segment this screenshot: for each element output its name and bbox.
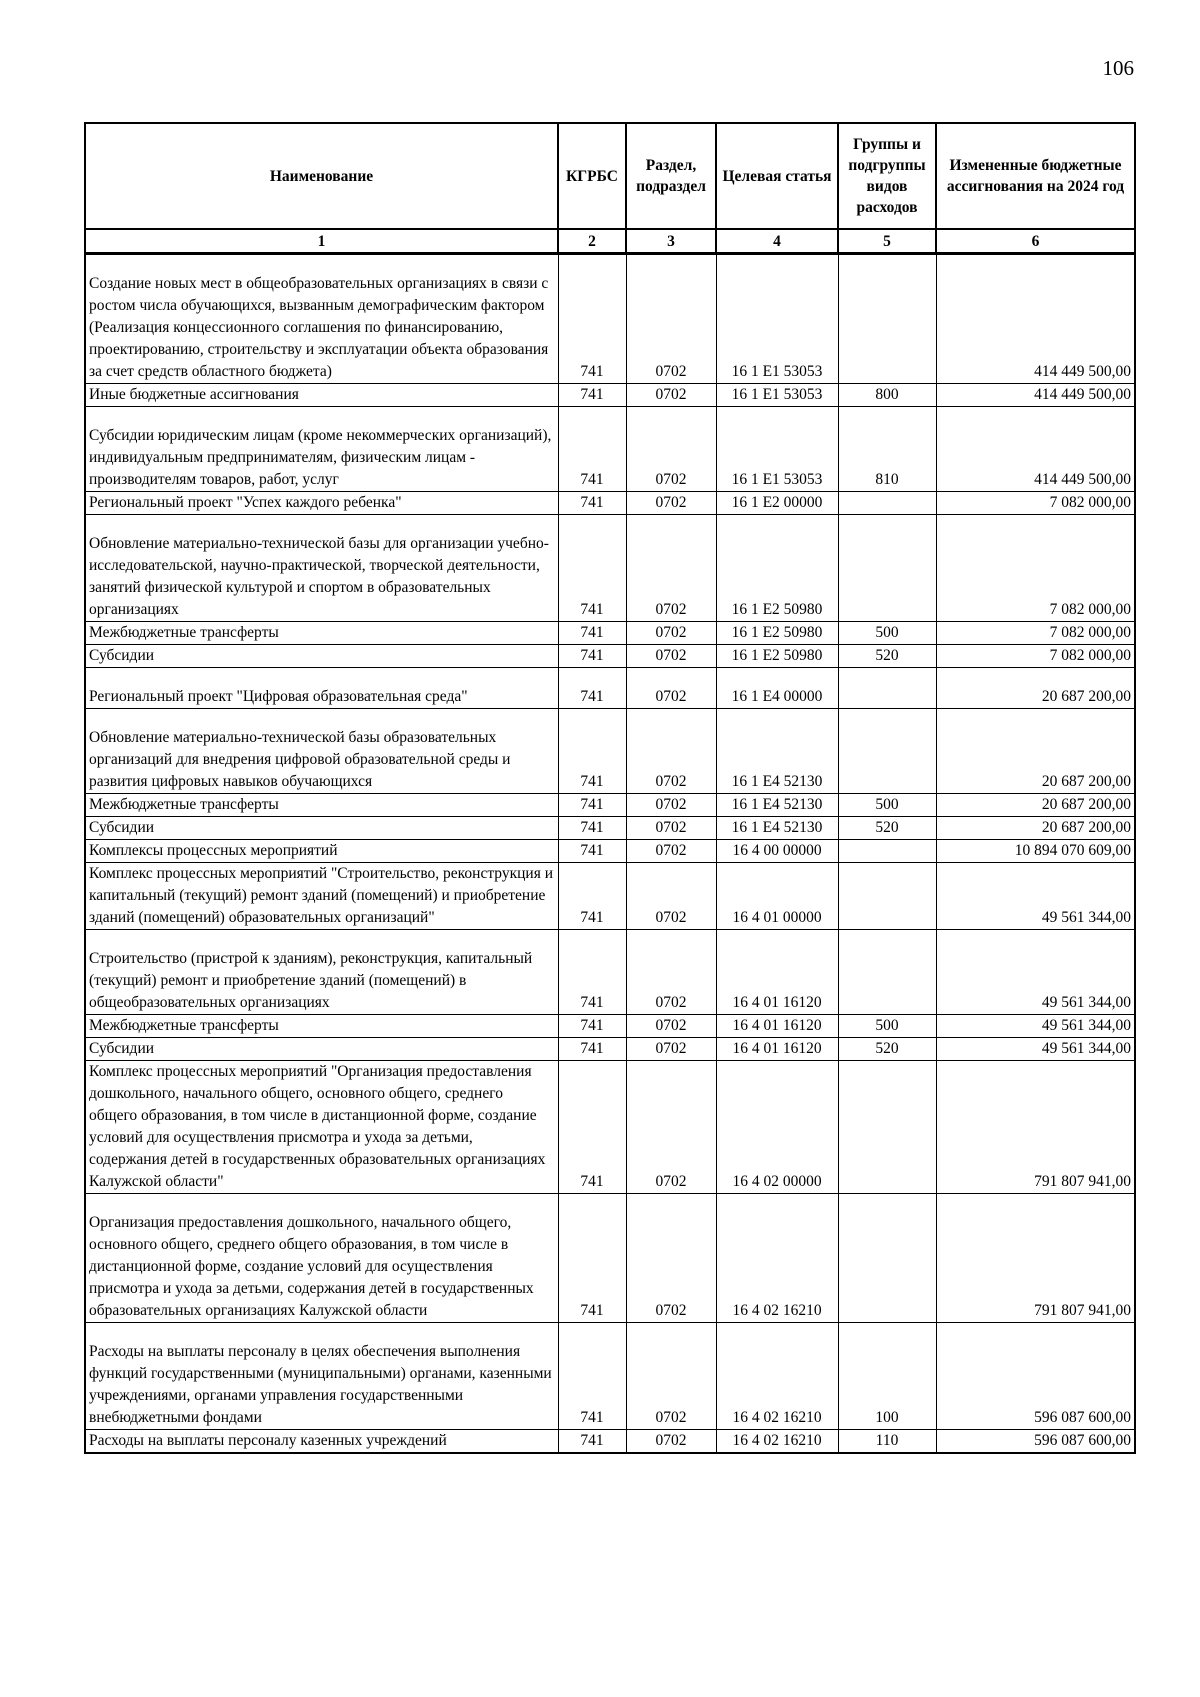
row-tselevaya: 16 4 01 00000	[716, 863, 838, 930]
table-row	[85, 254, 1135, 384]
row-name: Субсидии юридическим лицам (кроме некоммерческих организаций), индивидуальным предпринимателям, физическим лицам - производителям товаров, работ, услуг	[85, 407, 558, 492]
row-tselevaya: 16 1 E4 52130	[716, 794, 838, 817]
row-name: Межбюджетные трансферты	[85, 1015, 558, 1038]
header-name: Наименование	[85, 123, 558, 229]
table-row	[85, 863, 1135, 930]
row-name: Субсидии	[85, 817, 558, 840]
row-sum: 49 561 344,00	[936, 930, 1135, 1015]
row-sum: 791 807 941,00	[936, 1194, 1135, 1323]
row-name: Межбюджетные трансферты	[85, 622, 558, 645]
row-tselevaya: 16 1 E1 53053	[716, 407, 838, 492]
row-razdel: 0702	[626, 384, 716, 407]
table-row	[85, 1038, 1135, 1061]
row-razdel: 0702	[626, 817, 716, 840]
row-sum: 20 687 200,00	[936, 794, 1135, 817]
row-kgrbs: 741	[558, 863, 626, 930]
row-name: Региональный проект "Цифровая образовательная среда"	[85, 668, 558, 709]
row-tselevaya: 16 4 02 16210	[716, 1194, 838, 1323]
row-vid: 520	[838, 645, 936, 668]
budget-table	[84, 122, 1136, 1454]
page-number: 106	[1102, 56, 1134, 80]
row-name: Субсидии	[85, 1038, 558, 1061]
row-razdel: 0702	[626, 1430, 716, 1454]
row-razdel: 0702	[626, 709, 716, 794]
row-tselevaya: 16 1 E1 53053	[716, 384, 838, 407]
row-vid	[838, 1194, 936, 1323]
row-sum: 20 687 200,00	[936, 709, 1135, 794]
row-kgrbs: 741	[558, 1015, 626, 1038]
row-kgrbs: 741	[558, 1061, 626, 1194]
row-razdel: 0702	[626, 254, 716, 384]
table-row	[85, 1015, 1135, 1038]
row-razdel: 0702	[626, 794, 716, 817]
table-header-row	[85, 123, 1135, 229]
row-vid	[838, 492, 936, 515]
row-tselevaya: 16 1 E4 52130	[716, 709, 838, 794]
row-razdel: 0702	[626, 930, 716, 1015]
table-row	[85, 492, 1135, 515]
row-name: Обновление материально-технической базы образовательных организаций для внедрения цифровой образовательной среды и развития цифровых навыков обучающихся	[85, 709, 558, 794]
table-row	[85, 622, 1135, 645]
row-razdel: 0702	[626, 645, 716, 668]
row-sum: 49 561 344,00	[936, 1015, 1135, 1038]
table-row	[85, 1430, 1135, 1454]
table-body	[85, 254, 1135, 1454]
row-kgrbs: 741	[558, 817, 626, 840]
row-razdel: 0702	[626, 840, 716, 863]
row-tselevaya: 16 4 01 16120	[716, 1015, 838, 1038]
row-name: Обновление материально-технической базы для организации учебно-исследовательской, научно-практической, творческой деятельности, занятий физической культурой и спортом в образовательных организациях	[85, 515, 558, 622]
row-razdel: 0702	[626, 1061, 716, 1194]
row-tselevaya: 16 1 E4 52130	[716, 817, 838, 840]
table-row	[85, 407, 1135, 492]
row-sum: 10 894 070 609,00	[936, 840, 1135, 863]
row-name: Межбюджетные трансферты	[85, 794, 558, 817]
table-row	[85, 1061, 1135, 1194]
row-sum: 20 687 200,00	[936, 668, 1135, 709]
column-number: 6	[936, 229, 1135, 254]
row-vid	[838, 1061, 936, 1194]
row-kgrbs: 741	[558, 622, 626, 645]
row-sum: 7 082 000,00	[936, 515, 1135, 622]
row-name: Комплекс процессных мероприятий "Строительство, реконструкция и капитальный (текущий) ремонт зданий (помещений) и приобретение зданий (помещений) образовательных организаций"	[85, 863, 558, 930]
row-vid	[838, 863, 936, 930]
row-vid	[838, 515, 936, 622]
row-sum: 414 449 500,00	[936, 384, 1135, 407]
table-row	[85, 794, 1135, 817]
row-razdel: 0702	[626, 407, 716, 492]
row-tselevaya: 16 4 01 16120	[716, 1038, 838, 1061]
row-kgrbs: 741	[558, 407, 626, 492]
table-row	[85, 709, 1135, 794]
row-tselevaya: 16 1 E2 50980	[716, 622, 838, 645]
row-name: Организация предоставления дошкольного, начального общего, основного общего, среднего общего образования, в том числе в дистанционной форме, создание условий для осуществления присмотра и ухода за детьми, содержания детей в государственных образовательных организациях Калужской области	[85, 1194, 558, 1323]
row-kgrbs: 741	[558, 1323, 626, 1430]
row-vid: 500	[838, 622, 936, 645]
row-razdel: 0702	[626, 863, 716, 930]
column-number: 3	[626, 229, 716, 254]
row-vid: 800	[838, 384, 936, 407]
row-tselevaya: 16 1 E1 53053	[716, 254, 838, 384]
header-razdel: Раздел, подраздел	[626, 123, 716, 229]
row-vid	[838, 254, 936, 384]
row-kgrbs: 741	[558, 1038, 626, 1061]
row-kgrbs: 741	[558, 930, 626, 1015]
row-kgrbs: 741	[558, 645, 626, 668]
table-row	[85, 645, 1135, 668]
row-sum: 7 082 000,00	[936, 492, 1135, 515]
row-vid	[838, 709, 936, 794]
row-sum: 7 082 000,00	[936, 622, 1135, 645]
row-tselevaya: 16 1 E4 00000	[716, 668, 838, 709]
row-tselevaya: 16 4 02 00000	[716, 1061, 838, 1194]
row-kgrbs: 741	[558, 794, 626, 817]
row-vid: 100	[838, 1323, 936, 1430]
row-sum: 791 807 941,00	[936, 1061, 1135, 1194]
row-vid: 810	[838, 407, 936, 492]
row-kgrbs: 741	[558, 1430, 626, 1454]
row-sum: 49 561 344,00	[936, 1038, 1135, 1061]
row-vid	[838, 840, 936, 863]
row-kgrbs: 741	[558, 840, 626, 863]
row-razdel: 0702	[626, 668, 716, 709]
row-vid	[838, 668, 936, 709]
row-kgrbs: 741	[558, 1194, 626, 1323]
row-name: Региональный проект "Успех каждого ребенка"	[85, 492, 558, 515]
row-name: Расходы на выплаты персоналу в целях обеспечения выполнения функций государственными (муниципальными) органами, казенными учреждениями, органами управления государственными внебюджетными фондами	[85, 1323, 558, 1430]
row-sum: 414 449 500,00	[936, 407, 1135, 492]
row-tselevaya: 16 1 E2 00000	[716, 492, 838, 515]
table-row	[85, 817, 1135, 840]
row-vid: 520	[838, 1038, 936, 1061]
row-tselevaya: 16 4 00 00000	[716, 840, 838, 863]
column-number-row	[85, 229, 1135, 254]
row-vid: 500	[838, 794, 936, 817]
row-sum: 596 087 600,00	[936, 1323, 1135, 1430]
row-sum: 596 087 600,00	[936, 1430, 1135, 1454]
row-vid	[838, 930, 936, 1015]
row-razdel: 0702	[626, 1323, 716, 1430]
row-name: Иные бюджетные ассигнования	[85, 384, 558, 407]
header-vid: Группы и подгруппы видов расходов	[838, 123, 936, 229]
row-kgrbs: 741	[558, 515, 626, 622]
table-row	[85, 1194, 1135, 1323]
row-vid: 520	[838, 817, 936, 840]
table-row	[85, 1323, 1135, 1430]
row-tselevaya: 16 1 E2 50980	[716, 515, 838, 622]
row-razdel: 0702	[626, 515, 716, 622]
table-row	[85, 840, 1135, 863]
row-sum: 414 449 500,00	[936, 254, 1135, 384]
row-kgrbs: 741	[558, 709, 626, 794]
row-kgrbs: 741	[558, 668, 626, 709]
row-sum: 49 561 344,00	[936, 863, 1135, 930]
row-vid: 500	[838, 1015, 936, 1038]
row-kgrbs: 741	[558, 384, 626, 407]
row-name: Субсидии	[85, 645, 558, 668]
table-row	[85, 668, 1135, 709]
header-tselevaya: Целевая статья	[716, 123, 838, 229]
row-razdel: 0702	[626, 1038, 716, 1061]
row-kgrbs: 741	[558, 492, 626, 515]
row-razdel: 0702	[626, 622, 716, 645]
row-name: Расходы на выплаты персоналу казенных учреждений	[85, 1430, 558, 1454]
row-tselevaya: 16 4 02 16210	[716, 1323, 838, 1430]
table-row	[85, 515, 1135, 622]
row-name: Создание новых мест в общеобразовательных организациях в связи с ростом числа обучающихся, вызванным демографическим фактором (Реализация концессионного соглашения по финансированию, проектированию, строительству и эксплуатации объекта образования за счет средств областного бюджета)	[85, 254, 558, 384]
row-tselevaya: 16 4 01 16120	[716, 930, 838, 1015]
row-name: Комплексы процессных мероприятий	[85, 840, 558, 863]
header-sum: Измененные бюджетные ассигнования на 2024 год	[936, 123, 1135, 229]
row-razdel: 0702	[626, 492, 716, 515]
table-row	[85, 930, 1135, 1015]
column-number: 4	[716, 229, 838, 254]
row-tselevaya: 16 4 02 16210	[716, 1430, 838, 1454]
row-sum: 20 687 200,00	[936, 817, 1135, 840]
row-name: Строительство (пристрой к зданиям), реконструкция, капитальный (текущий) ремонт и приобретение зданий (помещений) в общеобразовательных организациях	[85, 930, 558, 1015]
header-kgrbs: КГРБС	[558, 123, 626, 229]
row-tselevaya: 16 1 E2 50980	[716, 645, 838, 668]
row-kgrbs: 741	[558, 254, 626, 384]
column-number: 2	[558, 229, 626, 254]
row-name: Комплекс процессных мероприятий "Организация предоставления дошкольного, начального общего, основного общего, среднего общего образования, в том числе в дистанционной форме, создание условий для осуществления присмотра и ухода за детьми, содержания детей в государственных образовательных организациях Калужской области"	[85, 1061, 558, 1194]
row-sum: 7 082 000,00	[936, 645, 1135, 668]
column-number: 1	[85, 229, 558, 254]
row-razdel: 0702	[626, 1194, 716, 1323]
column-number: 5	[838, 229, 936, 254]
row-razdel: 0702	[626, 1015, 716, 1038]
row-vid: 110	[838, 1430, 936, 1454]
table-row	[85, 384, 1135, 407]
